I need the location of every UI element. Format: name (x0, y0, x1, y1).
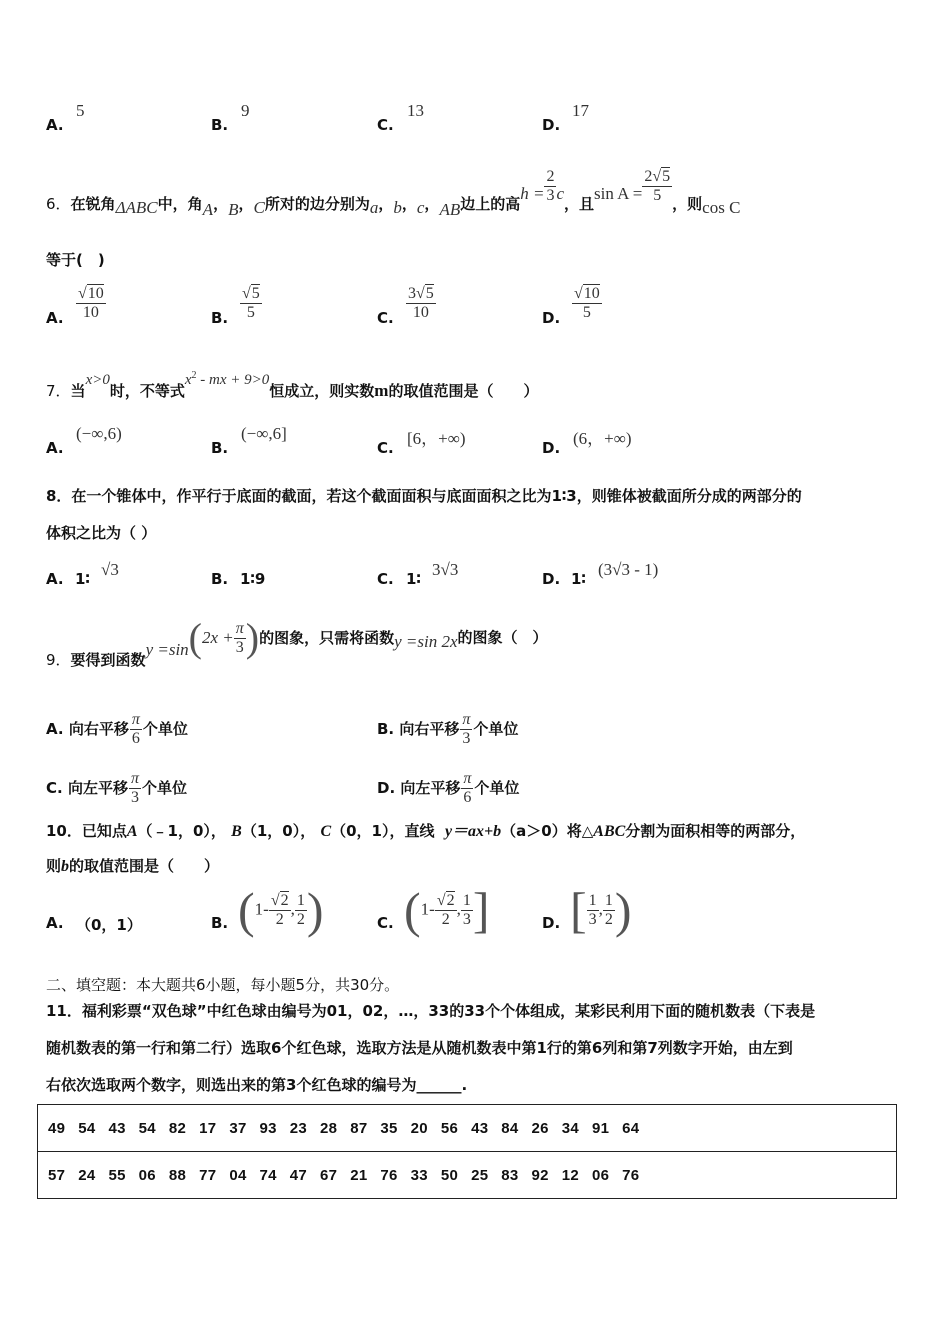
q8-option-b-prefix: 1∶9 (240, 570, 266, 588)
q5-option-a-label: A. (46, 116, 64, 134)
q9-option-d-pre: 向左平移 (400, 779, 461, 797)
q7-option-b-value: (−∞,6] (241, 424, 287, 443)
q9-option-b-pi: π (462, 711, 471, 728)
q9-option-c-fraction (129, 770, 141, 807)
q10-option-d-interval: [ $\frac{1}{3}$ , $\frac{1}{2}$ ) (570, 882, 632, 938)
q9-f2: y =sin 2x (394, 631, 458, 651)
q8-option-a-label: A. (46, 570, 64, 588)
q10-option-b-one: 1- (254, 899, 269, 919)
q8-option-d-value: (3√3 - 1) (598, 560, 659, 579)
q9-option-a-pi: π (131, 711, 140, 728)
q9-option-d-label: D. (377, 779, 396, 797)
q6-segment-ab: AB (439, 200, 461, 219)
q9-option-b-post: 个单位 (473, 720, 519, 738)
q10-line-eq: y＝ax+b (444, 823, 502, 840)
q10-option-a-label: A. (46, 914, 64, 932)
q10-option-c-frac2 (461, 892, 473, 929)
q5-option-b-value: 9 (241, 101, 250, 120)
q10-option-c-label: C. (377, 914, 394, 932)
q5-option-c-label: C. (377, 116, 394, 134)
q10-line-1 (46, 818, 805, 841)
q10-option-c-one: 1- (420, 899, 435, 919)
q6-option-b-den: 5 (246, 304, 255, 321)
q9-option-d-pi: π (463, 770, 472, 787)
q7-var-m: m (374, 381, 389, 400)
q10-option-b-right-bracket: ) (306, 882, 324, 938)
q9-option-c-post: 个单位 (141, 779, 187, 797)
q6-h-fraction (544, 168, 556, 205)
q7-option-a-label: A. (46, 439, 64, 457)
q7-stem (46, 368, 539, 400)
random-number-table (37, 1104, 897, 1199)
q7-ineq-x: x (184, 372, 192, 388)
q5-option-b-label: B. (211, 116, 229, 134)
q6-option-c-fraction: $\frac{3√5}{10}$ (408, 285, 434, 321)
q6-option-c-den: 10 (412, 304, 429, 321)
q9-option-c (46, 770, 187, 807)
q6-sep-3: ， (378, 195, 394, 213)
q9-option-c-label: C. (46, 779, 63, 797)
q5-option-d-value: 17 (572, 101, 589, 120)
q7-option-c-value: [6，+∞) (407, 429, 466, 448)
table-row (38, 1105, 897, 1152)
q6-option-b-label: B. (211, 309, 229, 327)
q9-option-c-den: 3 (130, 789, 139, 806)
q10-option-d-den2: 2 (604, 910, 613, 928)
q10-text-2a: 则 (46, 857, 62, 875)
q6-angle-c: C (253, 198, 265, 217)
table-cell-row-2: 57 24 55 06 88 77 04 74 47 67 21 76 33 50 25 83 92 12 06 76 (38, 1152, 897, 1199)
q7-option-d-label: D. (542, 439, 561, 457)
q6-option-d-fraction: $\frac{√10}{5}$ (574, 285, 600, 321)
q9-option-a-fraction (130, 711, 142, 748)
q9-option-d-post: 个单位 (474, 779, 520, 797)
q11-line-1: 11．福利彩票“双色球”中红色球由编号为01，02，…，33的33个个体组成，某彩民利用下面的随机数表（下表是 (46, 1002, 816, 1020)
q10-option-c-rad: 2 (446, 891, 455, 909)
q9-option-d-den: 6 (463, 789, 472, 806)
q9-option-b-pre: 向右平移 (399, 720, 460, 738)
q10-point-a: A (126, 823, 138, 840)
q10-option-b-label: B. (211, 914, 229, 932)
q9-text-3: 的图象（ ） (457, 628, 548, 647)
q10-option-d-frac2 (603, 892, 615, 929)
q8-line-2: 体积之比为（ ） (46, 524, 157, 542)
q9-f1-pi: π (235, 619, 244, 637)
q6-sin-coef: 2 (644, 168, 653, 185)
q8-option-b-label: B. (211, 570, 229, 588)
q6-option-a-fraction: $\frac{√10}{10}$ (78, 285, 104, 321)
q6-option-d-label: D. (542, 309, 561, 327)
q10-triangle: ABC (593, 823, 626, 840)
section-heading: 二、填空题：本大题共6小题，每小题5分，共30分。 (46, 976, 400, 994)
q7-number: 7． (46, 382, 71, 400)
q9-option-b (377, 711, 518, 748)
table-row (38, 1152, 897, 1199)
q9-f1-lhs: y =sin (145, 639, 189, 659)
q6-text-2: 中，角 (157, 195, 203, 213)
q10-option-c-den2: 3 (462, 910, 471, 928)
q9-option-b-den: 3 (462, 730, 471, 747)
q10-point-b-coord: （1，0）， (241, 822, 316, 840)
q9-option-d (377, 770, 519, 807)
q6-sep-2: ， (238, 195, 254, 213)
q6-h-lhs: h = (520, 184, 545, 203)
q9-option-c-pi: π (130, 770, 139, 787)
q10-option-c-left-bracket: ( (404, 882, 421, 938)
q10-option-b-num2: 1 (296, 891, 305, 909)
q9-option-a-den: 6 (131, 730, 140, 747)
q6-option-d-rad: 10 (583, 285, 600, 302)
q9-option-b-label: B. (377, 720, 395, 738)
q10-option-b-den: 2 (275, 910, 284, 928)
q10-option-d-label: D. (542, 914, 561, 932)
q6-text-5: ，且 (564, 195, 595, 213)
q9-option-d-fraction (461, 770, 473, 807)
q10-line-2 (46, 855, 219, 876)
q8-line-1: 8．在一个锥体中，作平行于底面的截面，若这个截面面积与底面面积之比为1∶3，则锥体被截面所分成的两部分的 (46, 487, 802, 505)
q7-ineq-rest: - mx + 9>0 (196, 372, 270, 388)
q7-option-b-label: B. (211, 439, 229, 457)
q6-text-1: 在锐角 (70, 195, 116, 213)
q10-option-b-left-bracket: ( (238, 882, 255, 938)
q10-option-c-frac1: $\frac{√2}{2}$ (436, 891, 455, 928)
q6-option-a-den: 10 (82, 304, 99, 321)
q9-f1-inner: 2x + (202, 627, 234, 647)
q6-text-4: 边上的高 (460, 195, 521, 213)
q8-option-d-label: D. (542, 570, 561, 588)
q6-angle-b: B (228, 200, 239, 219)
q6-sin-rad: 5 (662, 168, 671, 185)
q9-option-c-pre: 向左平移 (67, 779, 128, 797)
q6-option-d-den: 5 (582, 304, 591, 321)
q7-text-1: 当 (70, 382, 86, 400)
q9-number: 9． (46, 650, 71, 669)
q9-text-1: 要得到函数 (70, 650, 146, 669)
q7-option-a-value: (−∞,6) (76, 424, 122, 443)
q6-sep-5: ， (424, 195, 440, 213)
q10-option-b-rad: 2 (280, 891, 289, 909)
q6-stem (46, 164, 741, 219)
q10-option-d-den1: 3 (588, 910, 597, 928)
q10-condition: （a＞0）将△ (501, 822, 594, 840)
q8-option-c-value: 3√3 (432, 560, 459, 579)
q5-option-d-label: D. (542, 116, 561, 134)
q7-text-4: 的取值范围是（ ） (388, 382, 539, 400)
q6-cos-c: cos C (702, 198, 741, 217)
q8-option-c-label: C. (377, 570, 394, 588)
q6-side-b: b (393, 198, 402, 217)
q9-option-b-fraction (460, 711, 472, 748)
q9-option-a (46, 711, 188, 748)
q6-text-7: 等于( ) (46, 251, 105, 269)
q10-point-a-coord: （﹣1，0）， (137, 822, 226, 840)
q10-option-d-frac1 (587, 892, 599, 929)
q9-stem (46, 615, 548, 669)
q7-condition: x>0 (85, 372, 110, 388)
q6-sep-4: ， (401, 195, 417, 213)
q9-left-paren: ( (188, 615, 202, 660)
q9-f1-den: 3 (235, 638, 244, 656)
q6-sin-lhs: sin A = (594, 184, 643, 203)
q10-text-end: 分割为面积相等的两部分， (625, 822, 806, 840)
q6-h-num: 2 (546, 168, 555, 185)
q10-option-d-num2: 1 (604, 891, 613, 909)
q7-text-2: 时，不等式 (109, 382, 185, 400)
q10-point-c: C (320, 823, 332, 840)
q5-option-c-value: 13 (407, 101, 424, 120)
q6-text-3: 所对的边分别为 (264, 195, 370, 213)
q6-side-c: c (416, 198, 425, 217)
q6-option-c-label: C. (377, 309, 394, 327)
q10-option-d-num1: 1 (588, 891, 597, 909)
q6-h-den: 3 (546, 187, 555, 204)
q10-option-b-frac1: $\frac{√2}{2}$ (270, 891, 289, 928)
q10-option-b-den2: 2 (296, 910, 305, 928)
q6-sin-fraction: $\frac{2√5}{5}$ (644, 168, 671, 204)
q7-option-c-label: C. (377, 439, 394, 457)
q10-text-1: 10．已知点 (46, 822, 127, 840)
q9-option-a-pre: 向右平移 (68, 720, 129, 738)
q11-line-3: 右依次选取两个数字，则选出来的第3个红色球的编号为______. (46, 1076, 468, 1094)
q6-option-b-fraction: $\frac{√5}{5}$ (242, 285, 260, 321)
q9-option-a-post: 个单位 (142, 720, 188, 738)
q7-option-d-value: (6，+∞) (573, 429, 632, 448)
q6-option-b-rad: 5 (251, 285, 260, 302)
q10-point-b: B (231, 823, 242, 840)
q6-text-6: ，则 (672, 195, 703, 213)
q6-number: 6． (46, 195, 71, 213)
q6-option-c-coef: 3 (408, 285, 416, 302)
q11-line-2: 随机数表的第一行和第二行）选取6个红色球，选取方法是从随机数表中第1行的第6列和第7列数字开始，由左到 (46, 1039, 793, 1057)
q10-option-d-left-bracket: [ (570, 882, 587, 938)
q9-right-paren: ) (245, 615, 260, 660)
q8-option-a-prefix: 1∶ (75, 570, 90, 588)
q7-ineq-sup: 2 (191, 370, 197, 381)
q10-text-2b: 的取值范围是（ ） (69, 857, 220, 875)
q10-option-c-right-bracket: ] (472, 882, 490, 938)
q10-var-b: b (61, 858, 70, 875)
q6-side-a: a (369, 198, 379, 217)
q6-angle-a: A (202, 200, 214, 219)
q10-option-c-interval: (1- $\frac{√2}{2}$ , $\frac{1}{3}$ ] (404, 882, 490, 938)
q9-option-a-label: A. (46, 720, 64, 738)
q6-sep-1: ， (213, 195, 229, 213)
q9-f1-fraction (234, 620, 246, 657)
q6-h-c: c (556, 184, 565, 203)
q8-option-c-prefix: 1∶ (406, 570, 421, 588)
q8-option-a-value: √3 (101, 560, 119, 579)
q10-option-a-value: （0，1） (76, 916, 142, 934)
q10-option-c-num2: 1 (462, 891, 471, 909)
q10-option-c-den: 2 (441, 910, 450, 928)
q6-sin-den: 5 (653, 187, 662, 204)
q6-option-a-label: A. (46, 309, 64, 327)
q6-option-c-rad: 5 (425, 285, 434, 302)
q10-option-b-interval: (1- $\frac{√2}{2}$ , $\frac{1}{2}$ ) (238, 882, 324, 938)
q10-option-d-right-bracket: ) (614, 882, 632, 938)
table-cell-row-1: 49 54 43 54 82 17 37 93 23 28 87 35 20 56 43 84 26 34 91 64 (38, 1105, 897, 1152)
q8-option-d-prefix: 1∶ (571, 570, 586, 588)
q9-text-2: 的图象，只需将函数 (259, 628, 395, 647)
q10-point-c-coord: （0，1），直线 (331, 822, 435, 840)
q5-option-a-value: 5 (76, 101, 85, 120)
q10-option-b-frac2 (295, 892, 307, 929)
q6-triangle: ΔABC (115, 198, 158, 217)
q7-text-3: 恒成立，则实数 (269, 382, 375, 400)
q6-option-a-rad: 10 (87, 285, 104, 302)
